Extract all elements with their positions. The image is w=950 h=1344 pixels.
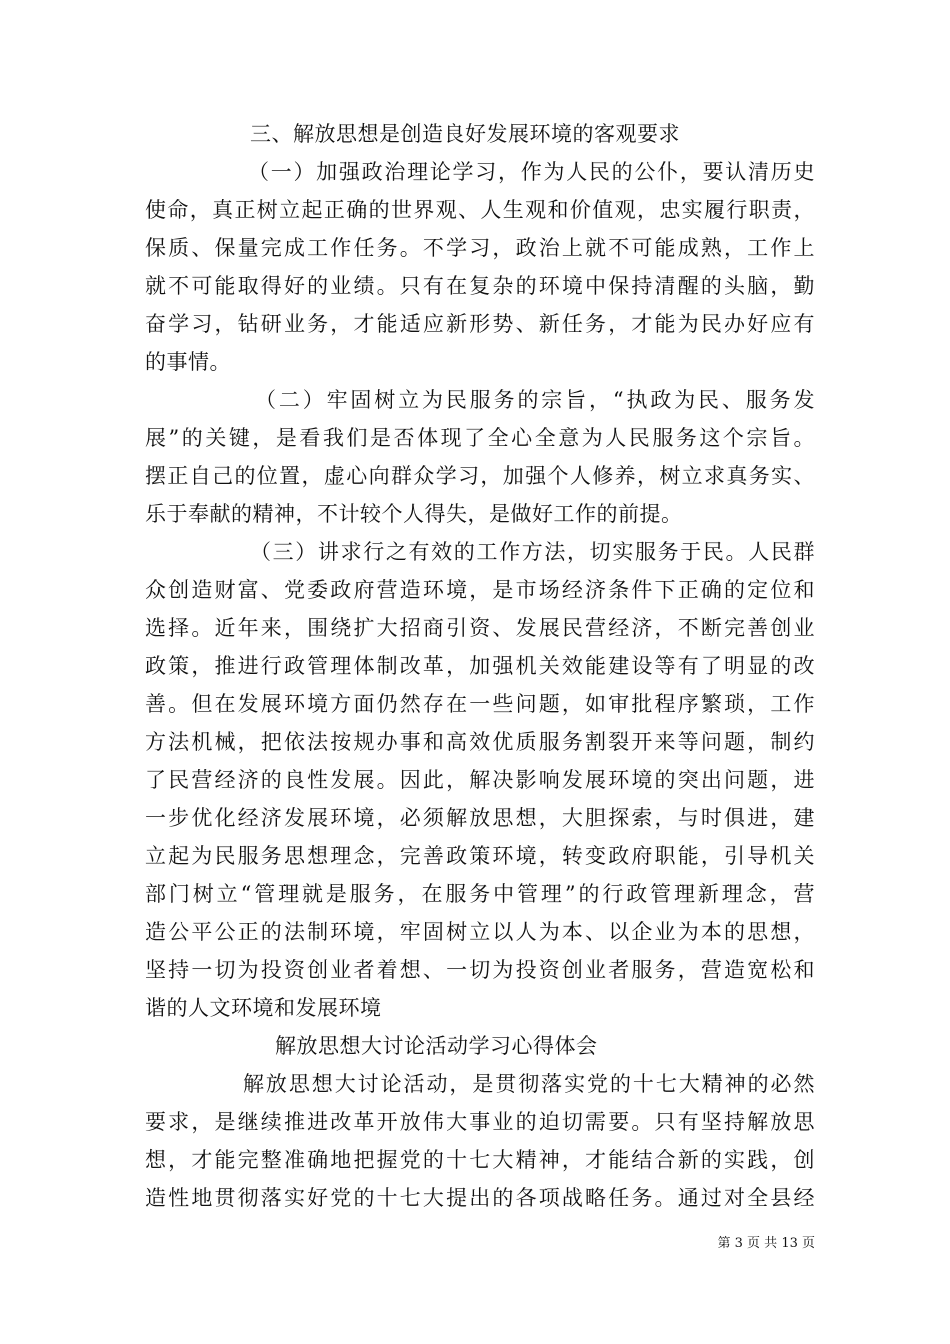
paragraph-3-line: 谐的人文环境和发展环境 <box>145 996 382 1020</box>
paragraph-3-line: 部门树立“管理就是服务，在服务中管理”的行政管理新理念，营 <box>145 882 815 906</box>
paragraph-4-line: 想，才能完整准确地把握党的十七大精神，才能结合新的实践，创 <box>145 1148 815 1172</box>
page-number: 第 3 页 共 13 页 <box>717 1236 815 1251</box>
paragraph-2-line: 摆正自己的位置，虚心向群众学习，加强个人修养，树立求真务实、 <box>145 464 815 488</box>
paragraph-4-line: 解放思想大讨论活动，是贯彻落实党的十七大精神的必然 <box>243 1072 815 1096</box>
paragraph-3-line: 众创造财富、党委政府营造环境，是市场经济条件下正确的定位和 <box>145 578 815 602</box>
paragraph-1-line: 奋学习，钻研业务，才能适应新形势、新任务，才能为民办好应有 <box>145 312 815 336</box>
paragraph-3-line: 政策，推进行政管理体制改革，加强机关效能建设等有了明显的改 <box>145 654 815 678</box>
paragraph-1-line: 使命，真正树立起正确的世界观、人生观和价值观，忠实履行职责， <box>145 198 815 222</box>
paragraph-1-line: （一）加强政治理论学习，作为人民的公仆，要认清历史 <box>248 160 815 184</box>
paragraph-3-line: 方法机械，把依法按规办事和高效优质服务割裂开来等问题，制约 <box>145 730 815 754</box>
paragraph-3-line: 造公平公正的法制环境，牢固树立以人为本、以企业为本的思想， <box>145 920 815 944</box>
paragraph-3-line: 选择。近年来，围绕扩大招商引资、发展民营经济，不断完善创业 <box>145 616 815 640</box>
paragraph-1-line: 就不可能取得好的业绩。只有在复杂的环境中保持清醒的头脑，勤 <box>145 274 815 298</box>
paragraph-3-line: 立起为民服务思想理念，完善政策环境，转变政府职能，引导机关 <box>145 844 815 868</box>
paragraph-3-line: 坚持一切为投资创业者着想、一切为投资创业者服务，营造宽松和 <box>145 958 815 982</box>
paragraph-2-line: 乐于奉献的精神，不计较个人得失，是做好工作的前提。 <box>145 502 683 526</box>
paragraph-1-line: 保质、保量完成工作任务。不学习，政治上就不可能成熟，工作上 <box>145 236 815 260</box>
paragraph-4-line: 造性地贯彻落实好党的十七大提出的各项战略任务。通过对全县经 <box>145 1186 815 1210</box>
paragraph-3-line: 了民营经济的良性发展。因此，解决影响发展环境的突出问题，进 <box>145 768 815 792</box>
paragraph-4-line: 要求，是继续推进改革开放伟大事业的迫切需要。只有坚持解放思 <box>145 1110 815 1134</box>
paragraph-3-line: 善。但在发展环境方面仍然存在一些问题，如审批程序繁琐，工作 <box>145 692 815 716</box>
paragraph-2-line: 展”的关键，是看我们是否体现了全心全意为人民服务这个宗旨。 <box>145 426 815 450</box>
paragraph-3-line: （三）讲求行之有效的工作方法，切实服务于民。人民群 <box>250 540 815 564</box>
article-title: 解放思想大讨论活动学习心得体会 <box>275 1034 598 1058</box>
paragraph-3-line: 一步优化经济发展环境，必须解放思想，大胆探索，与时俱进，建 <box>145 806 815 830</box>
section-heading: 三、解放思想是创造良好发展环境的客观要求 <box>250 122 680 146</box>
paragraph-2-line: （二）牢固树立为民服务的宗旨，“执政为民、服务发 <box>255 388 815 412</box>
paragraph-1-line: 的事情。 <box>145 350 231 374</box>
